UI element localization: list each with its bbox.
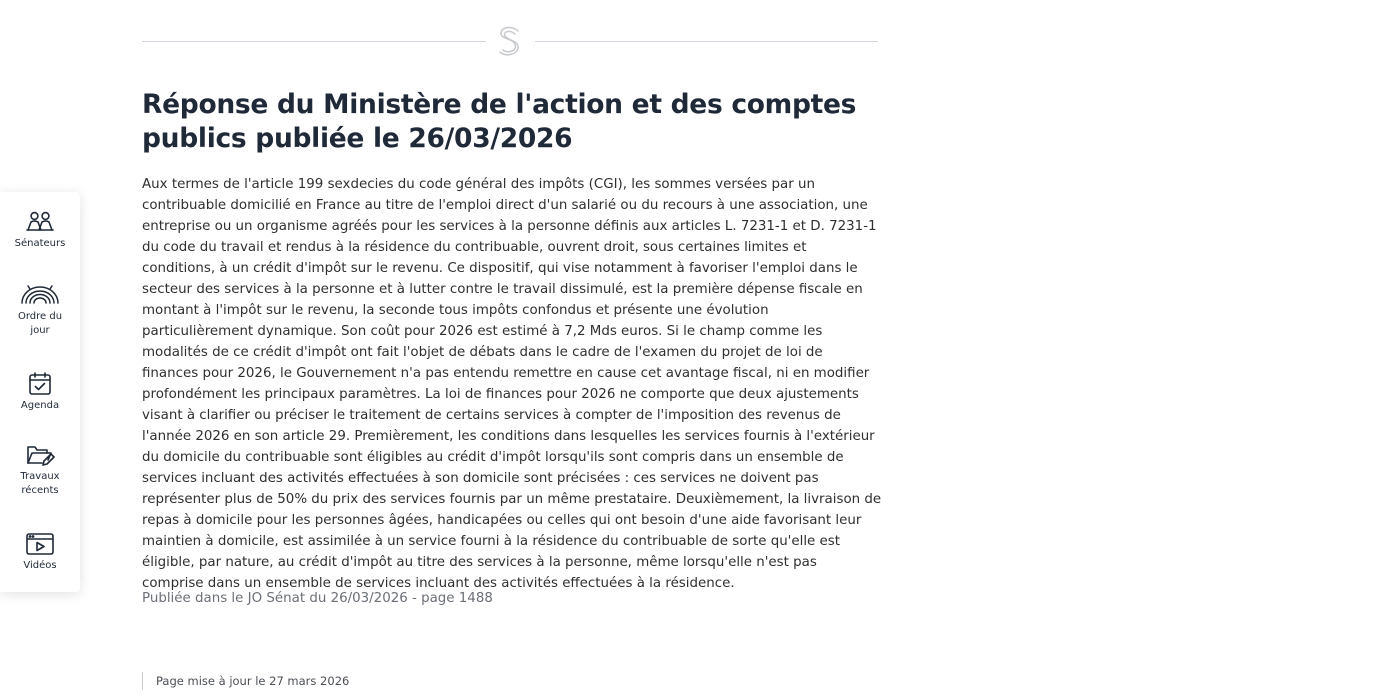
nav-item-ordre-du-jour[interactable] — [0, 283, 80, 338]
divider-line-right — [535, 41, 878, 42]
folder-edit-icon — [25, 443, 55, 467]
broadcast-icon — [20, 283, 60, 307]
publication-reference: Publiée dans le JO Sénat du 26/03/2026 - page 1488 — [142, 591, 493, 606]
page-title: Réponse du Ministère de l'action et des comptes publics publiée le 26/03/2026 — [142, 89, 857, 154]
nav-item-agenda[interactable] — [0, 372, 80, 413]
nav-item-label: Agenda — [20, 400, 60, 411]
nav-item-label: Ordre du jour — [17, 311, 63, 336]
side-nav — [0, 192, 80, 592]
senat-logo-icon — [492, 25, 528, 59]
nav-item-label: Vidéos — [23, 560, 57, 571]
nav-item-travaux-recents[interactable] — [0, 443, 80, 498]
calendar-icon — [25, 372, 55, 396]
page-updated-date: Page mise à jour le 27 mars 2026 — [142, 672, 349, 690]
nav-item-senateurs[interactable] — [0, 210, 80, 251]
section-divider — [142, 25, 878, 59]
nav-item-label: Travaux récents — [20, 471, 60, 496]
nav-item-label: Sénateurs — [14, 238, 66, 249]
divider-line-left — [142, 41, 486, 42]
nav-item-videos[interactable] — [0, 532, 80, 573]
answer-body: Aux termes de l'article 199 sexdecies du code général des impôts (CGI), les sommes versées par un contribuable domicilié en France au titre de l'emploi direct d'un salarié ou du recours à une association, une entreprise ou un organisme agréés pour les services à la personne définis aux articles L. 7231-1 et D. 7231-1 du code du travail et rendus à la résidence du contribuable, ouvrent droit, sous certaines limites et conditions, à un crédit d'impôt sur le revenu. Ce dispositif, qui vise notamment à favoriser l'emploi dans le secteur des services à la personne et à lutter contre le travail dissimulé, est la première dépense fiscale en montant à l'impôt sur le revenu, la seconde tous impôts confondus et présente une évolution particulièrement dynamique. Son coût pour 2026 est estimé à 7,2 Mds euros. Si le champ comme les modalités de ce crédit d'impôt ont fait l'objet de débats dans le cadre de l'examen du projet de loi de finances pour 2026, le Gouvernement n'a pas entendu remettre en cause cet avantage fiscal, ni en modifier profondément les principaux paramètres. La loi de finances pour 2026 ne comporte que deux ajustements visant à clarifier ou préciser le traitement de certains services à compter de l'imposition des revenus de l'année 2026 en son article 29. Premièrement, les conditions dans lesquelles les services fournis à l'extérieur du domicile du contribuable sont éligibles au crédit d'impôt lorsqu'ils sont compris dans un ensemble de services incluant des activités effectuées à son domicile sont précisées : ces services ne doivent pas représenter plus de 50% du prix des services fournis par un même prestataire. Deuxièmement, la livraison de repas à domicile pour les personnes âgées, handicapées ou celles qui ont besoin d'une aide favorisant leur maintien à domicile, est assimilée à un service fourni à la résidence du contribuable de sorte qu'elle est éligible, par nature, au crédit d'impôt au titre des services à la personne, même lorsqu'elle n'est pas comprise dans un ensemble de services incluant des activités effectuées à la résidence. — [142, 177, 882, 591]
video-icon — [25, 532, 55, 556]
senators-icon — [25, 210, 55, 234]
